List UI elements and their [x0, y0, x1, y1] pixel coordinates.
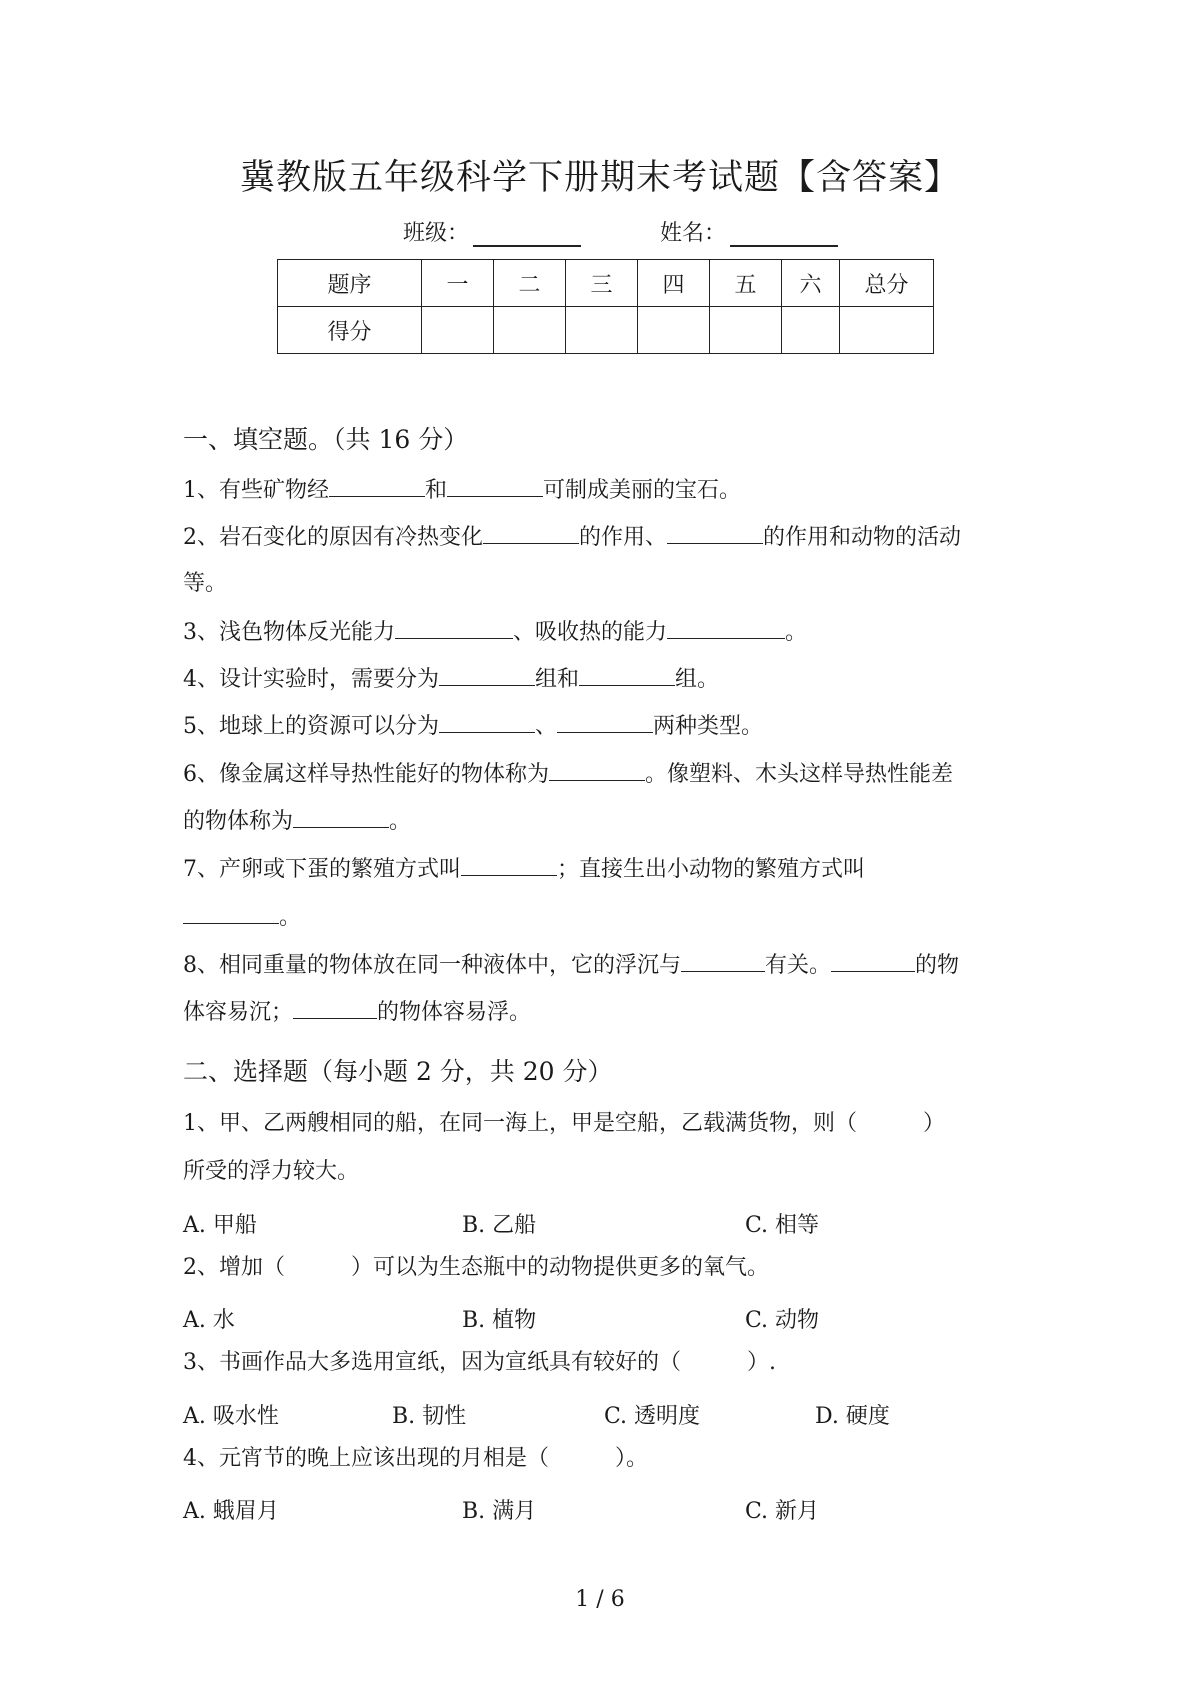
name-label: 姓名： — [660, 221, 727, 246]
table-cell: 三 — [566, 260, 638, 307]
fill-question-6-cont — [183, 809, 411, 834]
score-input-cell[interactable] — [782, 307, 840, 354]
answer-blank[interactable] — [681, 953, 765, 972]
choice-option[interactable]: C. 透明度 — [604, 1404, 701, 1429]
question-text: 2、岩石变化的原因有冷热变化 — [183, 525, 483, 550]
question-text: 的作用和动物的活动 — [763, 525, 962, 550]
score-input-cell[interactable] — [638, 307, 710, 354]
fill-question-2-cont: 等。 — [183, 571, 228, 596]
answer-blank[interactable] — [293, 1000, 377, 1019]
question-text: ；直接生出小动物的繁殖方式叫 — [557, 857, 866, 882]
fill-question-1 — [183, 478, 741, 503]
question-text: 。 — [389, 809, 412, 834]
fill-question-6 — [183, 762, 953, 787]
section1-heading: 一、填空题。（共 16 分） — [183, 425, 469, 454]
question-text: 。 — [279, 905, 302, 930]
question-text: 两种类型。 — [653, 714, 764, 739]
answer-blank[interactable] — [831, 953, 915, 972]
choice-option[interactable]: A. 吸水性 — [183, 1404, 279, 1429]
question-text: 。 — [785, 620, 808, 645]
question-text: 的作用、 — [579, 525, 668, 550]
choice-option[interactable]: A. 水 — [183, 1308, 235, 1333]
score-table — [277, 259, 934, 354]
table-cell: 五 — [710, 260, 782, 307]
question-text: 1、有些矿物经 — [183, 478, 329, 503]
answer-blank[interactable] — [579, 667, 675, 686]
score-input-cell[interactable] — [422, 307, 494, 354]
fill-question-7-cont — [183, 905, 301, 930]
question-text: 4、设计实验时，需要分为 — [183, 667, 439, 692]
class-blank[interactable] — [473, 223, 581, 247]
answer-blank[interactable] — [667, 525, 763, 544]
answer-blank[interactable] — [439, 714, 535, 733]
answer-blank[interactable] — [483, 525, 579, 544]
choice-option[interactable]: B. 乙船 — [462, 1213, 537, 1238]
page-title: 冀教版五年级科学下册期末考试题【含答案】 — [239, 158, 960, 198]
choice-option[interactable]: C. 相等 — [745, 1213, 820, 1238]
fill-question-2 — [183, 525, 961, 550]
question-text: 和 — [425, 478, 448, 503]
question-text: 5、地球上的资源可以分为 — [183, 714, 439, 739]
question-text: 的物体称为 — [183, 809, 294, 834]
table-cell: 六 — [782, 260, 840, 307]
answer-blank[interactable] — [183, 905, 279, 924]
class-label: 班级： — [403, 221, 470, 246]
table-cell: 总分 — [840, 260, 934, 307]
choice-option[interactable]: B. 韧性 — [392, 1404, 467, 1429]
answer-blank[interactable] — [461, 857, 557, 876]
table-cell: 得分 — [278, 307, 422, 354]
choice-question-4: 4、元宵节的晚上应该出现的月相是（ ）。 — [183, 1446, 648, 1471]
question-text: 体容易沉； — [183, 1000, 294, 1025]
fill-question-4 — [183, 667, 719, 692]
answer-blank[interactable] — [447, 478, 543, 497]
choice-option[interactable]: C. 新月 — [745, 1499, 820, 1524]
score-table-score-row — [278, 307, 934, 354]
fill-question-5 — [183, 714, 763, 739]
question-text: 3、浅色物体反光能力 — [183, 620, 395, 645]
choice-question-3: 3、书画作品大多选用宣纸，因为宣纸具有较好的（ ）. — [183, 1350, 776, 1375]
choice-question-2: 2、增加（ ）可以为生态瓶中的动物提供更多的氧气。 — [183, 1255, 769, 1280]
fill-question-8 — [183, 953, 959, 978]
answer-blank[interactable] — [395, 620, 513, 639]
fill-question-7 — [183, 857, 865, 882]
class-field — [403, 216, 581, 247]
name-blank[interactable] — [730, 223, 838, 247]
score-input-cell[interactable] — [494, 307, 566, 354]
answer-blank[interactable] — [439, 667, 535, 686]
fill-question-3 — [183, 620, 807, 645]
score-input-cell[interactable] — [710, 307, 782, 354]
choice-option[interactable]: A. 甲船 — [183, 1213, 257, 1238]
question-text: 组和 — [535, 667, 580, 692]
question-text: 、吸收热的能力 — [513, 620, 668, 645]
choice-option[interactable]: C. 动物 — [745, 1308, 820, 1333]
answer-blank[interactable] — [329, 478, 425, 497]
question-text: 、 — [535, 714, 558, 739]
score-input-cell[interactable] — [840, 307, 934, 354]
question-text: 可制成美丽的宝石。 — [543, 478, 742, 503]
choice-option[interactable]: B. 满月 — [462, 1499, 537, 1524]
question-text: 。像塑料、木头这样导热性能差 — [645, 762, 954, 787]
question-text: 的物 — [915, 953, 960, 978]
choice-question-1-cont: 所受的浮力较大。 — [183, 1159, 360, 1184]
table-cell: 四 — [638, 260, 710, 307]
score-input-cell[interactable] — [566, 307, 638, 354]
choice-option[interactable]: A. 蛾眉月 — [183, 1499, 279, 1524]
choice-question-1: 1、甲、乙两艘相同的船，在同一海上，甲是空船，乙载满货物，则（ ） — [183, 1111, 945, 1136]
section2-heading: 二、选择题（每小题 2 分，共 20 分） — [183, 1057, 613, 1086]
answer-blank[interactable] — [293, 809, 389, 828]
table-cell: 一 — [422, 260, 494, 307]
answer-blank[interactable] — [557, 714, 653, 733]
choice-option[interactable]: B. 植物 — [462, 1308, 537, 1333]
question-text: 7、产卵或下蛋的繁殖方式叫 — [183, 857, 461, 882]
score-table-header-row — [278, 260, 934, 307]
page-number: 1 / 6 — [575, 1587, 625, 1612]
choice-option[interactable]: D. 硬度 — [815, 1404, 890, 1429]
table-cell: 题序 — [278, 260, 422, 307]
table-cell: 二 — [494, 260, 566, 307]
answer-blank[interactable] — [667, 620, 785, 639]
fill-question-8-cont — [183, 1000, 531, 1025]
name-field — [660, 216, 838, 247]
question-text: 组。 — [675, 667, 720, 692]
question-text: 的物体容易浮。 — [377, 1000, 532, 1025]
answer-blank[interactable] — [549, 762, 645, 781]
question-text: 有关。 — [765, 953, 832, 978]
question-text: 8、相同重量的物体放在同一种液体中，它的浮沉与 — [183, 953, 681, 978]
question-text: 6、像金属这样导热性能好的物体称为 — [183, 762, 549, 787]
